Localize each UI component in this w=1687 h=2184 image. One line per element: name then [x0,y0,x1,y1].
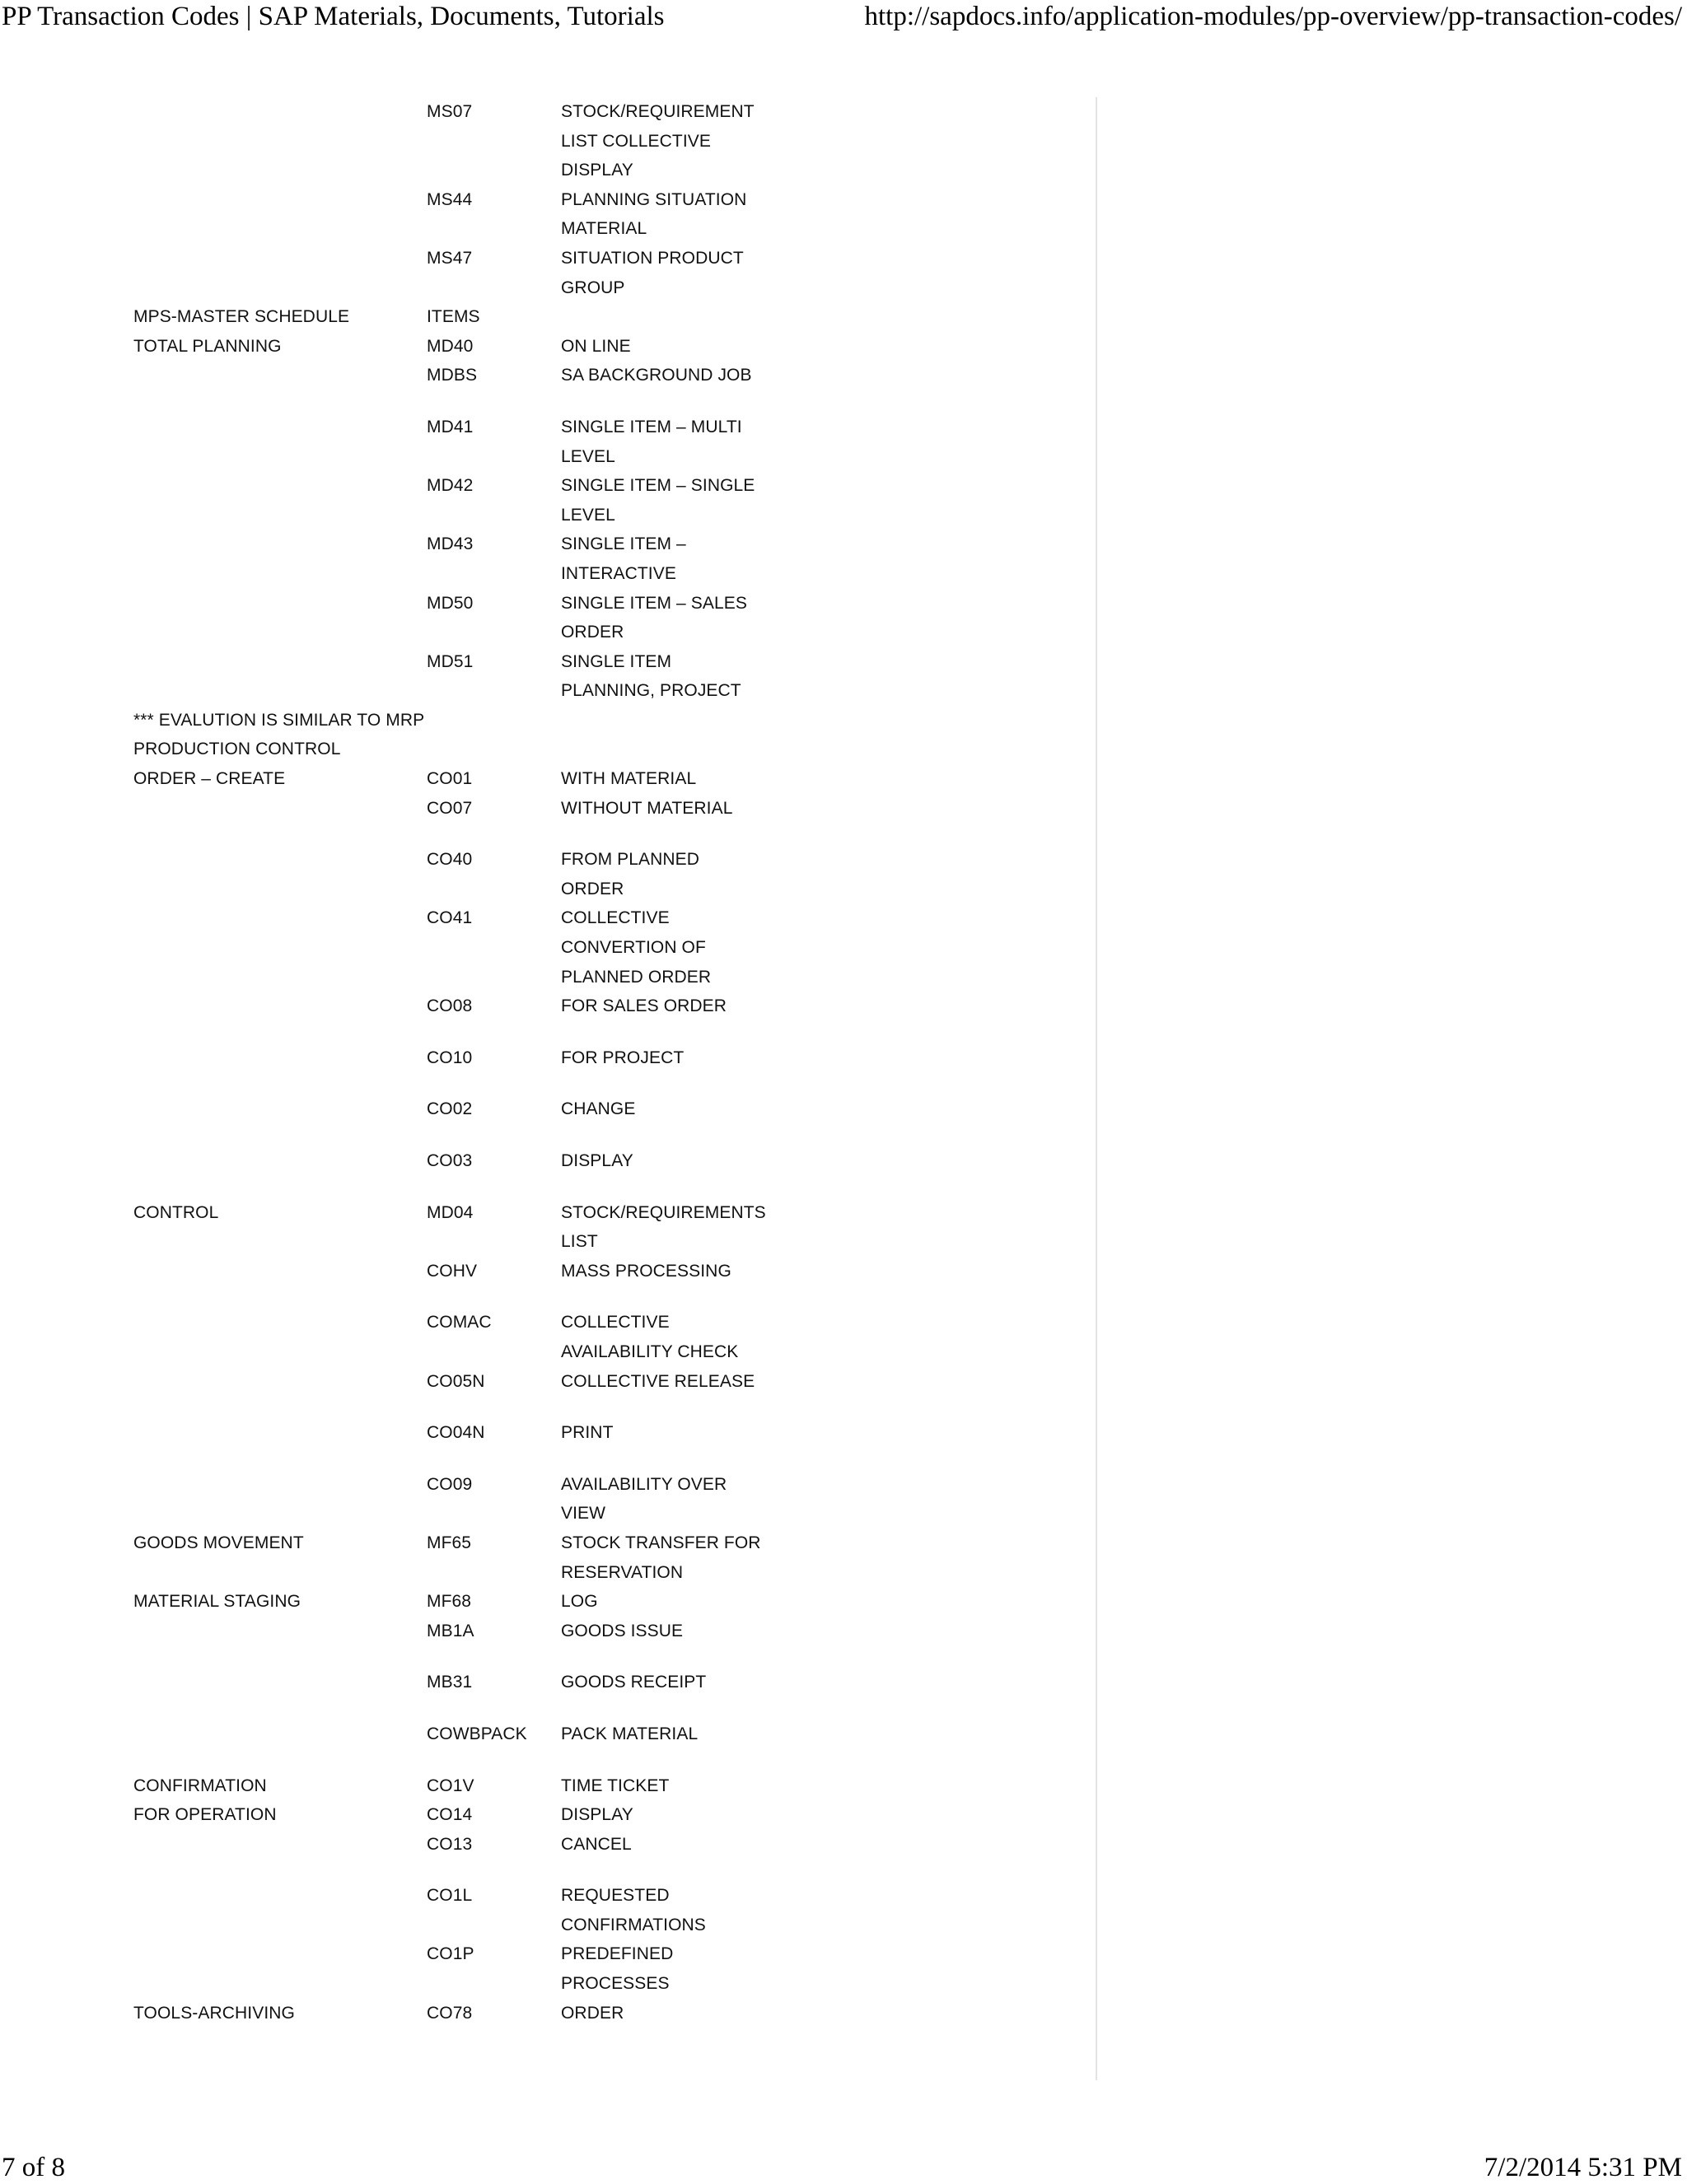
description-cell: GOODS ISSUE [561,1621,684,1640]
table-row [0,1094,1096,1124]
table-row [0,794,1096,824]
code-cell: MS44 [427,189,473,209]
table-row [0,764,1096,794]
code-cell: MB31 [427,1673,473,1692]
description-cell: CHANGE [561,1099,636,1119]
code-cell: CO78 [427,2003,473,2023]
description-cell: STOCK TRANSFER FOR RESERVATION [561,1533,761,1582]
code-cell: CO10 [427,1048,473,1067]
description-cell: WITHOUT MATERIAL [561,798,733,818]
table-row [0,97,1096,185]
page-count: 7 of 8 [2,2153,65,2182]
code-cell: CO05N [427,1371,485,1391]
table-row [0,361,1096,390]
description-cell: DISPLAY [561,1151,633,1170]
description-cell: PRINT [561,1423,614,1443]
table-row [0,302,1096,332]
area-cell: MATERIAL STAGING [133,1592,301,1612]
table-row [0,1367,1096,1397]
area-cell: CONFIRMATION [133,1776,267,1795]
table-row [0,1308,1096,1366]
description-cell [561,706,767,735]
code-cell: COMAC [427,1313,492,1332]
description-cell: AVAILABILITY OVER VIEW [561,1474,727,1524]
table-row [0,1470,1096,1528]
description-cell: COLLECTIVE AVAILABILITY CHECK [561,1313,739,1361]
print-header [0,0,1687,33]
code-cell: MB1A [427,1621,474,1640]
table-row [0,1720,1096,1749]
code-cell: CO14 [427,1805,473,1825]
description-cell: FOR SALES ORDER [561,996,727,1016]
code-cell: MD42 [427,476,474,496]
table-row [0,1146,1096,1176]
transaction-code-table [0,97,1096,2028]
description-cell: FOR PROJECT [561,1048,685,1067]
description-cell: COLLECTIVE CONVERTION OF PLANNED ORDER [561,908,712,987]
code-cell: MDBS [427,366,478,385]
table-row [0,589,1096,647]
description-cell: REQUESTED CONFIRMATIONS [561,1886,706,1934]
code-cell: ITEMS [427,307,480,327]
table-row [0,706,1096,735]
table-row [0,1771,1096,1801]
code-cell: CO41 [427,908,473,928]
area-cell: TOTAL PLANNING [133,336,282,356]
table-row [0,530,1096,588]
description-cell: MASS PROCESSING [561,1261,731,1281]
table-row [0,1257,1096,1286]
page-url[interactable]: http://sapdocs.info/application-modules/pp-overview/pp-transaction-codes/ [864,2,1682,31]
column-divider [1096,97,1097,2080]
description-cell: SITUATION PRODUCT GROUP [561,248,744,297]
code-cell: MD40 [427,336,474,356]
print-datetime: 7/2/2014 5:31 PM [1484,2153,1682,2182]
area-cell: PRODUCTION CONTROL [133,740,341,759]
table-row [0,1198,1096,1257]
code-cell: CO1L [427,1886,473,1906]
description-cell: SINGLE ITEM – SALES ORDER [561,593,747,642]
table-row [0,185,1096,244]
area-cell: FOR OPERATION [133,1805,277,1825]
table-row [0,1043,1096,1073]
area-cell: TOOLS-ARCHIVING [133,2003,295,2023]
table-row [0,845,1096,903]
table-row [0,332,1096,362]
table-row [0,735,1096,764]
code-cell: CO03 [427,1151,473,1170]
code-cell: MF68 [427,1592,472,1612]
page-title: PP Transaction Codes | SAP Materials, Documents, Tutorials [2,2,665,31]
description-cell [561,302,767,332]
table-row [0,1830,1096,1860]
description-cell [561,735,767,764]
code-cell: MS07 [427,102,473,121]
code-cell: MS47 [427,248,473,268]
description-cell: DISPLAY [561,1805,633,1825]
table-row [0,413,1096,471]
description-cell: STOCK/REQUIREMENT LIST COLLECTIVE DISPLAY [561,102,755,180]
description-cell: PREDEFINED PROCESSES [561,1944,674,1994]
code-cell: CO04N [427,1423,485,1443]
table-row [0,1800,1096,1830]
table-row [0,1418,1096,1448]
code-cell: COHV [427,1261,478,1281]
code-cell: MD04 [427,1202,474,1222]
description-cell: SINGLE ITEM PLANNING, PROJECT [561,651,741,701]
table-row [0,1528,1096,1587]
description-cell: CANCEL [561,1834,632,1854]
description-cell: PACK MATERIAL [561,1724,699,1743]
table-row [0,1881,1096,1939]
code-cell: CO07 [427,798,473,818]
description-cell: SINGLE ITEM – MULTI LEVEL [561,417,742,466]
description-cell: ORDER [561,2003,624,2023]
code-cell: MD43 [427,534,474,554]
code-cell: MF65 [427,1533,472,1552]
code-cell: CO40 [427,850,473,870]
description-cell: WITH MATERIAL [561,769,697,789]
code-cell: CO1P [427,1944,474,1964]
table-row [0,1939,1096,1998]
description-cell: SINGLE ITEM – SINGLE LEVEL [561,476,755,525]
description-cell: STOCK/REQUIREMENTS LIST [561,1202,766,1252]
code-cell: MD50 [427,593,474,613]
description-cell: SA BACKGROUND JOB [561,366,752,385]
table-row [0,1999,1096,2028]
code-cell: CO08 [427,996,473,1016]
description-cell: SINGLE ITEM – INTERACTIVE [561,534,686,583]
area-cell: GOODS MOVEMENT [133,1533,304,1552]
area-cell: CONTROL [133,1202,219,1222]
table-row [0,244,1096,302]
print-footer [0,2151,1687,2184]
code-cell: CO09 [427,1474,473,1494]
table-row [0,1587,1096,1617]
description-cell: COLLECTIVE RELEASE [561,1371,755,1391]
table-row [0,647,1096,706]
description-cell: FROM PLANNED ORDER [561,850,700,898]
table-row [0,1617,1096,1646]
area-cell: ORDER – CREATE [133,769,286,789]
table-row [0,992,1096,1021]
table-row [0,903,1096,992]
table-row [0,1668,1096,1697]
description-cell: PLANNING SITUATION MATERIAL [561,189,747,239]
code-cell: MD41 [427,417,474,436]
code-cell: CO1V [427,1776,474,1795]
code-cell: COWBPACK [427,1724,527,1743]
description-cell: ON LINE [561,336,631,356]
description-cell: GOODS RECEIPT [561,1673,707,1692]
table-row [0,471,1096,530]
code-cell: CO02 [427,1099,473,1119]
area-cell: MPS-MASTER SCHEDULE [133,307,350,327]
code-cell: MD51 [427,651,474,671]
code-cell: CO13 [427,1834,473,1854]
code-cell: CO01 [427,769,473,789]
area-cell: *** EVALUTION IS SIMILAR TO MRP [133,710,425,730]
description-cell: TIME TICKET [561,1776,670,1795]
description-cell: LOG [561,1592,598,1612]
